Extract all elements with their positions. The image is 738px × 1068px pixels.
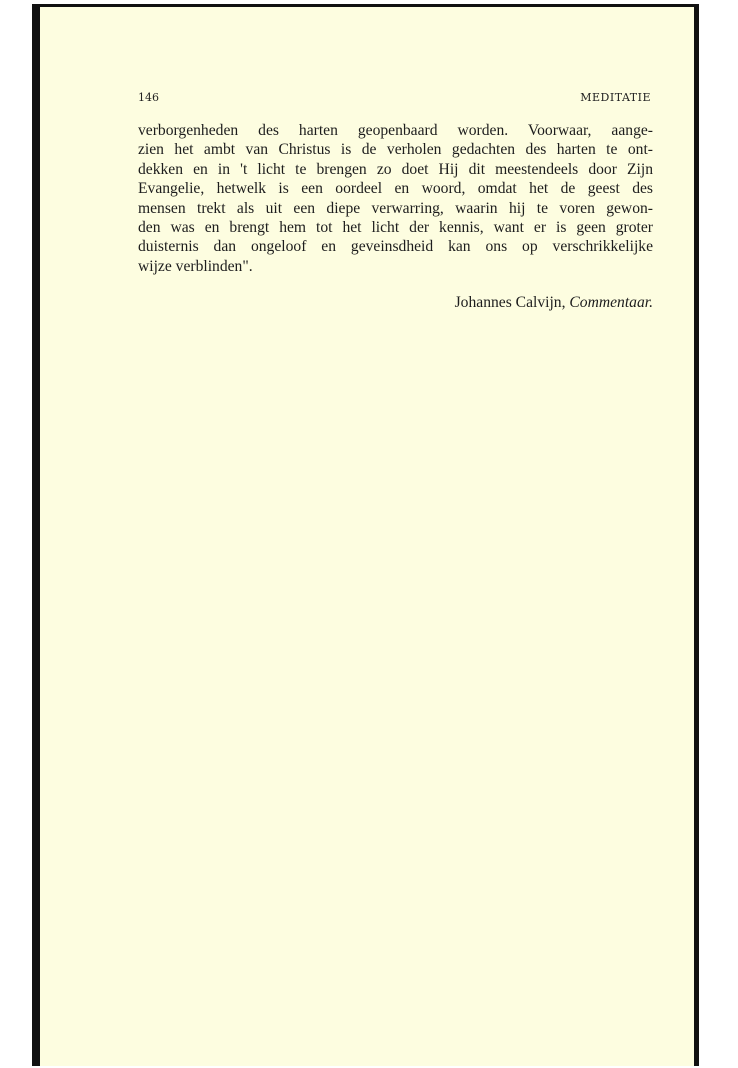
page-number: 146 — [138, 91, 159, 104]
running-head: MEDITATIE — [580, 91, 651, 104]
body-line: den was en brengt hem tot het licht der kennis, want er is geen groter — [138, 219, 653, 237]
body-line: zien het ambt van Christus is de verholen gedachten des harten te ont- — [138, 141, 653, 159]
body-line: Evangelie, hetwelk is een oordeel en woord, omdat het de geest des — [138, 180, 653, 198]
attribution-work: Commentaar. — [569, 294, 653, 311]
attribution — [138, 294, 653, 312]
body-line: duisternis dan ongeloof en geveinsdheid kan ons op verschrikkelijke — [138, 238, 653, 256]
body-line: dekken en in 't licht te brengen zo doet Hij dit meestendeels door Zijn — [138, 160, 653, 178]
page-header — [138, 91, 651, 107]
body-text — [138, 121, 653, 276]
body-line: mensen trekt als uit een diepe verwarring, waarin hij te voren gewon- — [138, 199, 653, 217]
body-line: verborgenheden des harten geopenbaard worden. Voorwaar, aange- — [138, 122, 653, 139]
body-line: wijze verblinden". — [138, 257, 253, 275]
attribution-author: Johannes Calvijn, — [454, 294, 570, 311]
book-page — [32, 4, 699, 1066]
